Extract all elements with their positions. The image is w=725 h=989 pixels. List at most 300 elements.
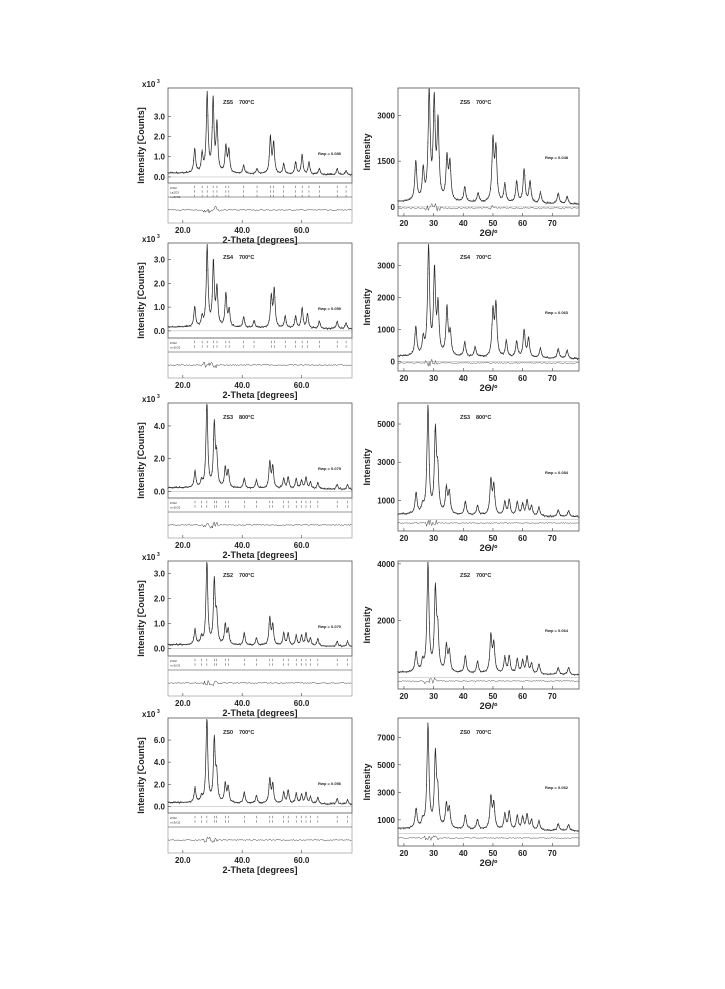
observed-point xyxy=(281,641,282,642)
observed-point xyxy=(560,673,561,674)
observed-point xyxy=(169,801,170,802)
observed-point xyxy=(229,307,230,308)
x-tick-label: 30 xyxy=(429,849,439,858)
observed-point xyxy=(219,316,220,317)
observed-point xyxy=(489,817,490,818)
y-axis-label: Intensity [Counts] xyxy=(136,737,146,814)
observed-point xyxy=(210,475,211,476)
observed-point xyxy=(452,346,453,347)
observed-point xyxy=(397,200,398,201)
observed-point xyxy=(333,646,334,647)
observed-point xyxy=(538,820,539,821)
observed-point xyxy=(430,648,431,649)
observed-point xyxy=(273,141,274,142)
observed-point xyxy=(287,478,288,479)
observed-point xyxy=(432,811,433,812)
observed-point xyxy=(454,353,455,354)
observed-point xyxy=(270,784,271,785)
observed-point xyxy=(430,323,431,324)
observed-point xyxy=(517,189,518,190)
observed-point xyxy=(294,800,295,801)
observed-point xyxy=(571,203,572,204)
observed-point xyxy=(397,514,398,515)
observed-point xyxy=(470,354,471,355)
observed-point xyxy=(169,173,170,174)
observed-point xyxy=(504,812,505,813)
observed-point xyxy=(503,665,504,666)
reflection-marker-area xyxy=(168,656,352,670)
observed-point xyxy=(506,506,507,507)
observed-point xyxy=(420,191,421,192)
observed-point xyxy=(557,669,558,670)
observed-point xyxy=(407,199,408,200)
observed-point xyxy=(506,663,507,664)
observed-point xyxy=(204,155,205,156)
x-tick-label: 20 xyxy=(399,534,409,543)
observed-point xyxy=(425,495,426,496)
observed-point xyxy=(496,821,497,822)
observed-point xyxy=(269,784,270,785)
observed-point xyxy=(568,667,569,668)
observed-point xyxy=(175,327,176,328)
observed-point xyxy=(239,325,240,326)
observed-point xyxy=(230,800,231,801)
observed-point xyxy=(317,326,318,327)
observed-point xyxy=(415,334,416,335)
observed-point xyxy=(486,512,487,513)
observed-point xyxy=(450,170,451,171)
observed-point xyxy=(323,328,324,329)
y-tick-label: 0 xyxy=(390,357,395,367)
observed-point xyxy=(243,481,244,482)
observed-point xyxy=(220,166,221,167)
observed-point xyxy=(437,460,438,461)
observed-point xyxy=(223,636,224,637)
observed-point xyxy=(277,323,278,324)
observed-point xyxy=(575,515,576,516)
observed-point xyxy=(568,355,569,356)
observed-point xyxy=(509,499,510,500)
observed-point xyxy=(212,785,213,786)
observed-point xyxy=(453,826,454,827)
xrd-panel-zs5-left xyxy=(136,79,352,245)
observed-point xyxy=(419,665,420,666)
observed-point xyxy=(243,316,244,317)
observed-point xyxy=(334,326,335,327)
observed-point xyxy=(406,355,407,356)
observed-point xyxy=(250,644,251,645)
y-tick-label: 1.0 xyxy=(153,619,165,629)
observed-points xyxy=(167,410,352,491)
observed-point xyxy=(196,796,197,797)
observed-point xyxy=(439,492,440,493)
y-multiplier-label: x10 xyxy=(142,553,156,562)
observed-point xyxy=(504,501,505,502)
observed-point xyxy=(308,641,309,642)
observed-point xyxy=(343,489,344,490)
rwp-label: Rwp = 0.084 xyxy=(545,470,569,475)
observed-point xyxy=(209,786,210,787)
observed-point xyxy=(469,826,470,827)
observed-point xyxy=(257,483,258,484)
observed-point xyxy=(185,802,186,803)
observed-point xyxy=(348,802,349,803)
y-tick-label: 0 xyxy=(390,202,395,212)
observed-point xyxy=(513,827,514,828)
observed-point xyxy=(343,803,344,804)
observed-points xyxy=(167,727,352,806)
observed-point xyxy=(229,152,230,153)
observed-point xyxy=(326,804,327,805)
observed-point xyxy=(280,801,281,802)
observed-point xyxy=(472,514,473,515)
x-tick-label: 60.0 xyxy=(293,226,310,235)
y-tick-label: 4000 xyxy=(377,559,395,569)
observed-point xyxy=(567,512,568,513)
observed-point xyxy=(568,825,569,826)
observed-point xyxy=(296,634,297,635)
observed-point xyxy=(229,635,230,636)
observed-point xyxy=(486,199,487,200)
observed-point xyxy=(259,802,260,803)
observed-point xyxy=(486,827,487,828)
observed-point xyxy=(558,194,559,195)
observed-point xyxy=(172,326,173,327)
observed-point xyxy=(318,801,319,802)
x-tick-label: 20.0 xyxy=(175,856,191,865)
observed-point xyxy=(494,316,495,317)
observed-point xyxy=(473,352,474,353)
observed-point xyxy=(420,665,421,666)
observed-point xyxy=(486,670,487,671)
observed-point xyxy=(280,325,281,326)
observed-point xyxy=(267,639,268,640)
observed-point xyxy=(297,324,298,325)
observed-point xyxy=(489,352,490,353)
observed-point xyxy=(486,355,487,356)
observed-point xyxy=(503,354,504,355)
observed-point xyxy=(494,156,495,157)
observed-point xyxy=(477,354,478,355)
observed-point xyxy=(222,639,223,640)
y-tick-label: 2000 xyxy=(377,616,395,626)
observed-point xyxy=(551,203,552,204)
observed-point xyxy=(481,671,482,672)
observed-point xyxy=(310,638,311,639)
observed-point xyxy=(185,172,186,173)
observed-point xyxy=(564,515,565,516)
observed-point xyxy=(509,200,510,201)
observed-point xyxy=(227,785,228,786)
observed-point xyxy=(323,645,324,646)
observed-point xyxy=(197,322,198,323)
observed-point xyxy=(277,486,278,487)
observed-point xyxy=(301,309,302,310)
y-multiplier-label: x10 xyxy=(142,710,156,719)
observed-point xyxy=(249,325,250,326)
observed-point xyxy=(566,672,567,673)
observed-point xyxy=(531,506,532,507)
observed-point xyxy=(307,484,308,485)
observed-point xyxy=(276,643,277,644)
observed-point xyxy=(307,313,308,314)
observed-point xyxy=(200,635,201,636)
observed-point xyxy=(279,643,280,644)
observed-point xyxy=(224,154,225,155)
observed-point xyxy=(207,598,208,599)
observed-point xyxy=(284,482,285,483)
observed-point xyxy=(261,643,262,644)
observed-point xyxy=(444,184,445,185)
observed-point xyxy=(534,200,535,201)
observed-point xyxy=(203,159,204,160)
observed-point xyxy=(271,787,272,788)
observed-point xyxy=(527,343,528,344)
observed-point xyxy=(534,672,535,673)
xrd-panel-zs5-right xyxy=(362,88,579,238)
observed-point xyxy=(523,818,524,819)
observed-point xyxy=(397,356,398,357)
observed-point xyxy=(442,346,443,347)
observed-point xyxy=(399,356,400,357)
temperature-label: 700°C xyxy=(239,573,255,579)
observed-point xyxy=(519,667,520,668)
observed-point xyxy=(179,644,180,645)
observed-point xyxy=(344,172,345,173)
observed-point xyxy=(301,794,302,795)
observed-point xyxy=(484,827,485,828)
observed-point xyxy=(350,488,351,489)
x-tick-label: 20.0 xyxy=(175,699,191,708)
plot-frame xyxy=(168,403,352,498)
observed-point xyxy=(528,188,529,189)
observed-point xyxy=(456,354,457,355)
observed-point xyxy=(293,171,294,172)
observed-point xyxy=(497,668,498,669)
observed-point xyxy=(497,511,498,512)
observed-point xyxy=(197,798,198,799)
observed-point xyxy=(494,654,495,655)
observed-point xyxy=(494,496,495,497)
observed-point xyxy=(240,644,241,645)
observed-point xyxy=(517,502,518,503)
observed-point xyxy=(540,347,541,348)
observed-point xyxy=(336,486,337,487)
y-multiplier-label: x10 xyxy=(142,235,156,244)
plot-frame xyxy=(168,718,352,813)
observed-point xyxy=(496,147,497,148)
observed-point xyxy=(420,506,421,507)
observed-point xyxy=(479,511,480,512)
observed-point xyxy=(454,670,455,671)
observed-point xyxy=(477,661,478,662)
observed-point xyxy=(344,325,345,326)
observed-point xyxy=(537,355,538,356)
observed-point xyxy=(410,353,411,354)
observed-point xyxy=(344,645,345,646)
observed-point xyxy=(524,510,525,511)
observed-point xyxy=(290,173,291,174)
observed-point xyxy=(264,643,265,644)
y-tick-label: 3000 xyxy=(377,458,395,468)
observed-point xyxy=(306,632,307,633)
x-tick-label: 30 xyxy=(429,374,439,383)
observed-point xyxy=(547,202,548,203)
observed-point xyxy=(301,154,302,155)
sample-label: ZS2 xyxy=(223,573,234,579)
observed-point xyxy=(196,164,197,165)
y-multiplier-exponent: 3 xyxy=(157,234,160,240)
observed-point xyxy=(493,484,494,485)
observed-point xyxy=(304,482,305,483)
observed-point xyxy=(266,326,267,327)
observed-point xyxy=(454,198,455,199)
observed-point xyxy=(242,485,243,486)
observed-point xyxy=(487,509,488,510)
observed-point xyxy=(321,173,322,174)
observed-point xyxy=(477,506,478,507)
sample-label: ZS5 xyxy=(223,100,234,106)
observed-point xyxy=(550,515,551,516)
observed-point xyxy=(226,788,227,789)
y-multiplier-label: x10 xyxy=(142,80,156,89)
observed-point xyxy=(254,801,255,802)
calculated-profile xyxy=(168,562,352,646)
xrd-panel-zs2-right xyxy=(362,560,579,711)
observed-point xyxy=(500,197,501,198)
observed-point xyxy=(469,200,470,201)
observed-point xyxy=(415,500,416,501)
observed-point xyxy=(300,484,301,485)
observed-point xyxy=(533,826,534,827)
observed-point xyxy=(405,199,406,200)
observed-point xyxy=(294,167,295,168)
observed-point xyxy=(284,797,285,798)
observed-point xyxy=(233,171,234,172)
observed-point xyxy=(526,661,527,662)
observed-point xyxy=(405,828,406,829)
observed-point xyxy=(346,323,347,324)
observed-point xyxy=(429,89,430,90)
temperature-label: 700°C xyxy=(476,100,492,106)
observed-point xyxy=(291,326,292,327)
observed-point xyxy=(296,478,297,479)
observed-point xyxy=(169,487,170,488)
observed-point xyxy=(320,171,321,172)
observed-point xyxy=(321,487,322,488)
observed-point xyxy=(193,795,194,796)
observed-point xyxy=(347,799,348,800)
observed-point xyxy=(172,802,173,803)
observed-point xyxy=(237,486,238,487)
observed-point xyxy=(277,801,278,802)
observed-point xyxy=(267,797,268,798)
observed-point xyxy=(283,323,284,324)
observed-points xyxy=(397,405,579,518)
observed-point xyxy=(566,199,567,200)
observed-point xyxy=(321,803,322,804)
observed-point xyxy=(207,269,208,270)
observed-point xyxy=(233,487,234,488)
observed-point xyxy=(405,672,406,673)
observed-point xyxy=(550,358,551,359)
observed-point xyxy=(513,353,514,354)
observed-point xyxy=(340,644,341,645)
observed-point xyxy=(548,202,549,203)
observed-point xyxy=(233,324,234,325)
y-axis-label: Intensity xyxy=(362,133,372,171)
observed-point xyxy=(190,643,191,644)
observed-point xyxy=(269,468,270,469)
observed-point xyxy=(209,472,210,473)
observed-point xyxy=(501,669,502,670)
observed-point xyxy=(507,350,508,351)
observed-point xyxy=(469,670,470,671)
observed-point xyxy=(180,643,181,644)
observed-point xyxy=(324,488,325,489)
observed-point xyxy=(403,828,404,829)
observed-point xyxy=(575,830,576,831)
x-axis-label: 2-Theta [degrees] xyxy=(222,865,298,875)
observed-point xyxy=(261,487,262,488)
observed-point xyxy=(516,182,517,183)
observed-point xyxy=(348,329,349,330)
observed-point xyxy=(330,645,331,646)
observed-point xyxy=(249,643,250,644)
observed-point xyxy=(253,487,254,488)
observed-point xyxy=(242,170,243,171)
observed-point xyxy=(410,511,411,512)
observed-point xyxy=(284,317,285,318)
observed-point xyxy=(437,114,438,115)
observed-point xyxy=(239,643,240,644)
observed-point xyxy=(244,480,245,481)
observed-point xyxy=(203,634,204,635)
observed-point xyxy=(415,816,416,817)
observed-point xyxy=(226,147,227,148)
observed-point xyxy=(531,819,532,820)
observed-point xyxy=(300,799,301,800)
observed-point xyxy=(514,826,515,827)
difference-curve xyxy=(398,359,579,366)
sample-label: ZS5 xyxy=(460,100,471,106)
observed-point xyxy=(427,142,428,143)
observed-point xyxy=(531,663,532,664)
phase-label: ZrO2 xyxy=(170,816,177,820)
observed-point xyxy=(523,504,524,505)
observed-point xyxy=(259,326,260,327)
observed-point xyxy=(546,357,547,358)
observed-point xyxy=(463,349,464,350)
rwp-label: Rwp = 0.064 xyxy=(545,628,569,633)
observed-point xyxy=(550,673,551,674)
x-tick-label: 30 xyxy=(429,692,439,701)
sample-label: ZS0 xyxy=(460,730,471,736)
observed-point xyxy=(544,202,545,203)
observed-point xyxy=(467,355,468,356)
observed-point xyxy=(489,195,490,196)
observed-point xyxy=(261,803,262,804)
temperature-label: 700°C xyxy=(476,730,492,736)
observed-point xyxy=(514,351,515,352)
observed-point xyxy=(217,626,218,627)
observed-point xyxy=(541,828,542,829)
x-tick-label: 20 xyxy=(399,692,409,701)
observed-point xyxy=(204,781,205,782)
observed-point xyxy=(440,341,441,342)
observed-point xyxy=(466,350,467,351)
observed-point xyxy=(407,828,408,829)
